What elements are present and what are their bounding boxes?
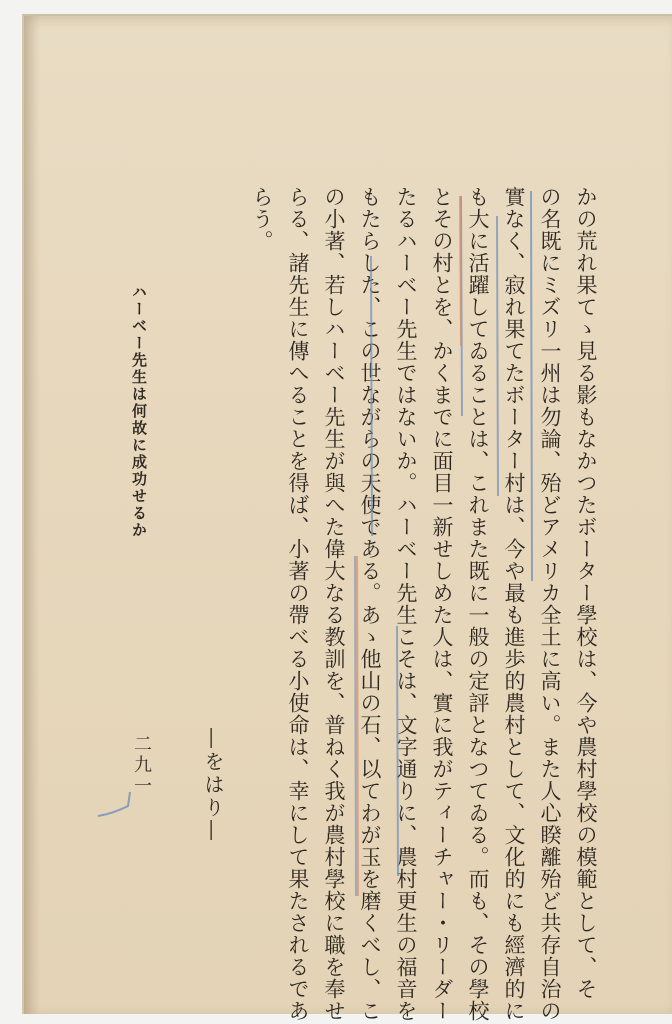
ending-mark: ―をはり― xyxy=(201,728,225,843)
spine-shadow xyxy=(24,16,40,1014)
text-line: 實なく、寂れ果てたボーター村は、今や最も進歩的農村として、文化的にも經濟的に xyxy=(502,186,526,1022)
text-line: らる、諸先生に傳へることを得ば、小著の帶べる小使命は、幸にして果たされるであ xyxy=(286,186,310,1022)
body-text xyxy=(244,186,604,1022)
running-head: ハーベー先生は何故に成功せるか xyxy=(130,284,148,539)
text-line: も大に活躍してゐることは、これまた既に一般の定評となつてゐる。而も、その學校 xyxy=(466,186,490,1022)
text-line: たるハーベー先生ではないか。ハーベー先生こそは、文字通りに、農村更生の福音を xyxy=(394,186,418,1022)
page-number: 二九一 xyxy=(131,734,152,797)
text-line: かの荒れ果てゝ見る影もなかつたボーター學校は、今や農村學校の模範として、そ xyxy=(574,186,598,1000)
text-line: の小著、若しハーベー先生が與へた偉大なる教訓を、普ねく我が農村學校に職を奉せ xyxy=(322,186,346,1022)
text-line: とその村とを、かくまでに面目一新せしめた人は、實に我がティーチャー・リーダー xyxy=(430,186,454,1022)
book-page xyxy=(22,14,672,1022)
text-line: の名既にミズリ一州は勿論、殆どアメリカ全土に高い。また人心睽離殆ど共存自治の xyxy=(538,186,562,1022)
text-line: らう。 xyxy=(250,186,274,252)
blue-pencil-mark xyxy=(98,792,130,816)
text-line: もたらした、この世ながらの天使である。あゝ他山の石、以てわが玉を磨くべし、こ xyxy=(358,186,382,1022)
